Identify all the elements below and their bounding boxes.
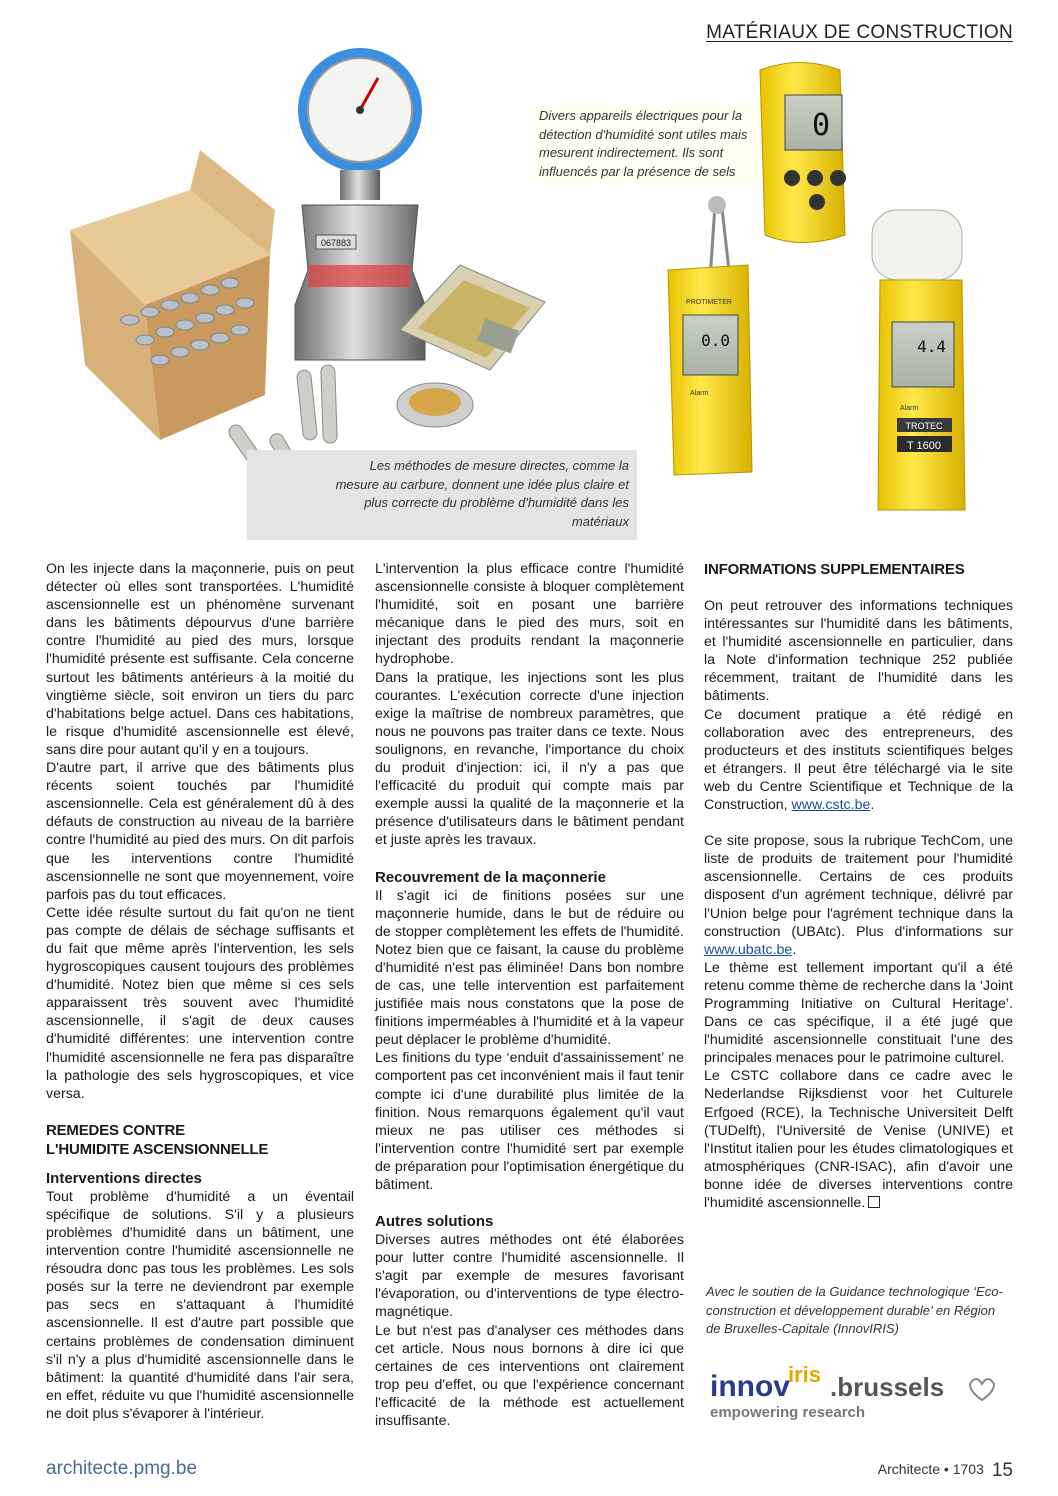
- meter-right-model: T 1600: [906, 440, 942, 452]
- paragraph-text: .: [870, 797, 875, 814]
- paragraph: Le but n'est pas d'analyser ces méthodes dans cet article. Nous nous bornons à dire ici que certaines de ces interventions ont clairement trop peu d'effet, ou que l'expérience concernant l'efficacité de la méthode est actuellement insuffisante.: [375, 1322, 684, 1430]
- gauge-label: 067883: [320, 238, 352, 248]
- caption-electric-meters: Divers appareils électriques pour la détection d'humidité sont utiles mais mesurent indirectement. Ils sont influencés par la présence de sels: [533, 103, 760, 185]
- article-column-1: [46, 560, 354, 1423]
- paragraph: Cette idée résulte surtout du fait qu'on ne tient pas compte de délais de séchage suffisants et du fait que même après l'intervention, les sels hygroscopiques causent toujours des problèmes d'humidité. Notez bien que même si ces sels apparaissent très souvent avec l'humidité ascensionnelle, il s'agit de deux causes d'humidité différentes: une intervention contre l'humidité ascensionnelle ne fera pas disparaître la pathologie des sels hygroscopiques, et vice versa.: [46, 904, 354, 1102]
- section-title: MATÉRIAUX DE CONSTRUCTION: [706, 22, 1013, 43]
- meter-right-display: 4.4: [917, 337, 946, 356]
- paragraph: On les injecte dans la maçonnerie, puis on peut détecter où elles sont transportées. L'humidité ascensionnelle est un phénomène survenant dans les bâtiments dépourvus d'une barrière contre l'humidité au pied des murs, lorsque l'humidité présente est suffisante. Cela concerne surtout les bâtiments antérieurs à la moitié du vingtième siècle, soit environ un tiers du parc d'habitations belge actuel. Dans ces habitations, le risque d'humidité ascensionnelle est élevé, sans dire pour autant qu'il y en a toujours.: [46, 561, 354, 758]
- heading-line: REMEDES CONTRE: [46, 1121, 185, 1139]
- subheading: Autres solutions: [375, 1213, 494, 1231]
- logo-brussels: .brussels: [830, 1372, 945, 1402]
- meter-right-alarm: Alarm: [900, 405, 919, 412]
- paragraph: Le thème est tellement important qu'il a été retenu comme thème de recherche dans la ‘Joint Programming Initiative on Cultural Heritage’. Dans ce cas spécifique, il a été jugé que l'humidité ascensionnelle constituait l'une des principales menaces pour le patrimoine culturel.: [704, 959, 1013, 1067]
- meter-right-brand: TROTEC: [905, 421, 943, 431]
- paragraph-text: .: [792, 941, 797, 958]
- page-number: 15: [991, 1460, 1013, 1481]
- yellow-meter-top: [760, 63, 846, 243]
- paragraph: [704, 1067, 1013, 1212]
- ubatc-link[interactable]: www.ubatc.be: [704, 941, 793, 958]
- paragraph: [704, 832, 1013, 959]
- carbide-gauge-bottle: [295, 48, 425, 360]
- footer-issue: [878, 1460, 1013, 1482]
- meter-top-display: 0: [811, 108, 830, 143]
- section-heading: [46, 1121, 354, 1159]
- caption-carbide-method: Les méthodes de mesure directes, comme la mesure au carbure, donnent une idée plus claire et plus correcte du problème d'humidité dans les matériaux: [247, 450, 637, 540]
- cstc-link[interactable]: www.cstc.be: [791, 797, 871, 814]
- yellow-meter-right: [872, 210, 965, 510]
- heading-line: L'HUMIDITE ASCENSIONNELLE: [46, 1140, 269, 1158]
- subheading: Interventions directes: [46, 1169, 202, 1187]
- meter-left-display: 0.0: [701, 331, 730, 350]
- paragraph-text: Ce document pratique a été rédigé en collaboration avec des entrepreneurs, des producteurs et des instituts scientifiques belges et étrangers. Il peut être téléchargé via le site web du Centre Scientifique et Technique de la Construction,: [704, 706, 1013, 814]
- end-mark-icon: [868, 1196, 880, 1208]
- innoviris-logo: [708, 1362, 1008, 1422]
- logo-iris: iris: [788, 1362, 822, 1387]
- heart-icon: [970, 1379, 994, 1400]
- yellow-meter-left: [668, 196, 752, 475]
- article-column-2: [375, 560, 684, 1430]
- paragraph: D'autre part, il arrive que des bâtiments plus récents soient touchés par l'humidité ascensionnelle. Cela est généralement dû à des défauts de construction au niveau de la barrière contre l'humidité au pied des murs. On dit parfois que les interventions contre l'humidité ascensionnelle ne sont que moyennement, voire parfois pas du tout efficaces.: [46, 760, 354, 903]
- paragraph: [704, 706, 1013, 815]
- footer-website[interactable]: architecte.pmg.be: [46, 1458, 198, 1479]
- logo-innov: innov: [710, 1370, 790, 1403]
- paragraph: L'intervention la plus efficace contre l'humidité ascensionnelle consiste à bloquer complètement l'humidité, soit en posant une barrière mécanique dans le pied des murs, soit en injectant des produits rendant la maçonnerie hydrophobe.: [375, 561, 684, 668]
- paragraph-text: Ce site propose, sous la rubrique TechCom, une liste de produits de traitement pour l'humidité ascensionnelle. Certains de ces produits disposent d'un agrément technique, délivré par l'Union belge pour l'agrément technique dans la construction (UBAtc). Plus d'informations sur: [704, 833, 1013, 940]
- subheading: Recouvrement de la maçonnerie: [375, 868, 606, 886]
- paragraph: Les finitions du type ‘enduit d'assainissement’ ne comportent pas cet inconvénient mais il faut tenir compte ici d'une durabilité plus limitée de la finition. Nous remarquons également qu'il vaut mieux ne pas utiliser ces méthodes si l'intervention contre l'humidité sert par exemple de préparation pour l'optimisation énergétique du bâtiment.: [375, 1050, 684, 1193]
- paragraph-text: Le CSTC collabore dans ce cadre avec le Nederlandse Rijksdienst voor het Culturele Erfgoed (RCE), la Technische Universiteit Delft (TUDelft), l'Université de Venise (UNIVE) et l'Institut italien pour les études climatologiques et atmosphériques (CNR-ISAC), afin d'avoir une bonne idée de diverses interventions contre l'humidité ascensionnelle.: [704, 1068, 1013, 1211]
- article-column-3: [704, 560, 1013, 1212]
- paragraph: On peut retrouver des informations techniques intéressantes sur l'humidité dans les bâtiments, et l'humidité ascensionnelle en particulier, dans la Note d'information technique 252 publiée récemment, traitant de l'humidité dans les bâtiments.: [704, 598, 1013, 705]
- paragraph: Tout problème d'humidité a un éventail spécifique de solutions. S'il y a plusieurs problèmes d'humidité dans un bâtiment, une intervention contre l'humidité ascensionnelle ne résoudra donc pas tous les problèmes. Les sols posés sur la terre ne deviendront par exemple pas secs en s'attaquant à l'humidité ascensionnelle. Il est d'autre part possible que certains problèmes de condensation diminuent s'il n'y a plus d'humidité ascensionnelle dans le bâtiment: la quantité d'humidité dans l'air sera, en effet, réduite vu que l'humidité ascensionnelle ne doit plus s'évaporer à l'intérieur.: [46, 1188, 354, 1422]
- support-note: Avec le soutien de la Guidance technologique ‘Eco-construction et développement durable’ en Région de Bruxelles-Capitale (InnovIRIS): [706, 1284, 1003, 1336]
- paragraph: Il s'agit ici de finitions posées sur une maçonnerie humide, dans le but de réduire ou de stopper complètement les effets de l'humidité. Notez bien que ce faisant, la cause du problème d'humidité n'est pas éliminée! Dans bon nombre de cas, une telle intervention est parfaitement justifiée mais nous constatons que la pose de finitions imperméables à l'humidité et à la vapeur peut déplacer le problème d'humidité.: [375, 887, 684, 1049]
- paragraph: Diverses autres méthodes ont été élaborées pour lutter contre l'humidité ascensionnelle. Il s'agit par exemple de mesures favorisant l'évaporation, ou d'interventions de type électro-magnétique.: [375, 1232, 684, 1321]
- meter-left-alarm: Alarm: [690, 390, 709, 397]
- section-heading: INFORMATIONS SUPPLEMENTAIRES: [704, 561, 965, 578]
- sample-vials-box: [70, 150, 275, 440]
- magazine-issue: Architecte • 1703: [877, 1461, 984, 1477]
- logo-tagline: empowering research: [710, 1404, 866, 1421]
- paragraph: Dans la pratique, les injections sont les plus courantes. L'exécution correcte d'une injection exige la maîtrise de nombreux paramètres, que nous ne pouvons pas traiter dans ce texte. Nous soulignons, en revanche, l'importance du choix du produit d'injection: ici, il n'y a pas que l'efficacité du produit qui compte mais par exemple aussi la qualité de la maçonnerie et la présence d'utilisateurs dans le bâtiment pendant et juste après les travaux.: [375, 669, 684, 849]
- meter-left-brand: PROTIMETER: [686, 299, 732, 306]
